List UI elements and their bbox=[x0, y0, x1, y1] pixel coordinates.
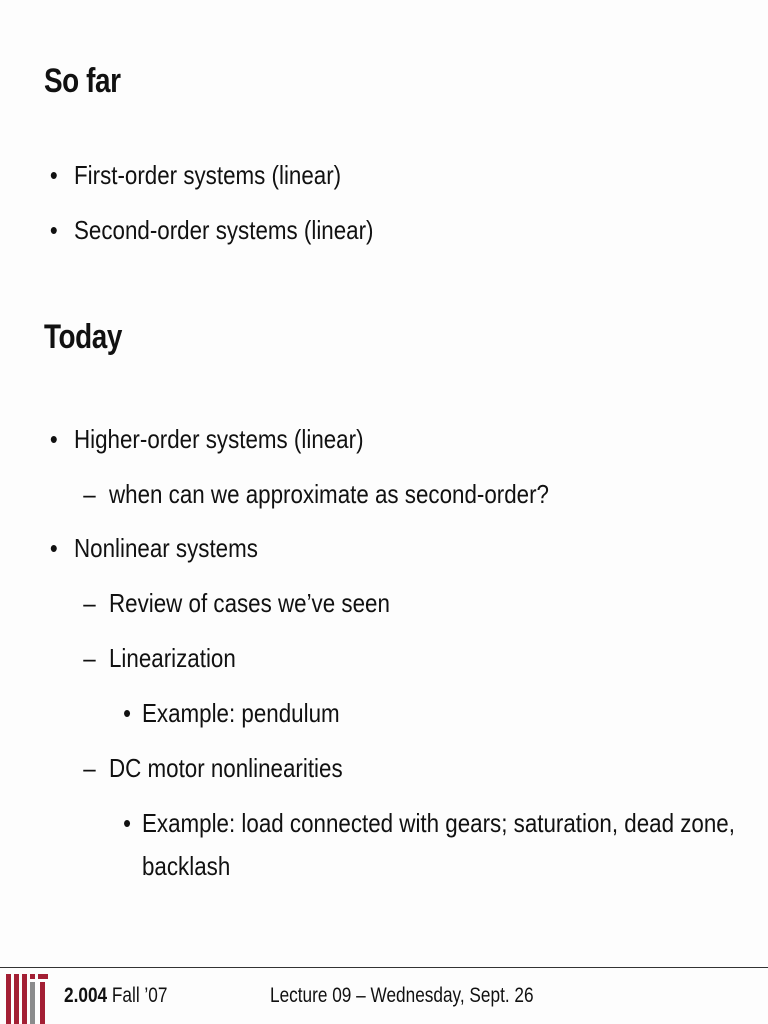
bullet-marker: • bbox=[49, 424, 58, 454]
dash-marker: – bbox=[83, 479, 96, 509]
bullet-continuation bbox=[142, 851, 230, 882]
section-heading-so-far: So far bbox=[44, 62, 121, 100]
footer-course bbox=[64, 984, 167, 1008]
bullet-text: Linearization bbox=[109, 643, 236, 673]
bullet-item bbox=[49, 160, 342, 191]
bullet-text: First-order systems (linear) bbox=[74, 160, 342, 190]
dash-marker: – bbox=[83, 643, 96, 673]
sub-bullet-item bbox=[83, 479, 549, 510]
dash-marker: – bbox=[83, 588, 96, 618]
sub-sub-bullet-item bbox=[123, 698, 340, 729]
bullet-text: backlash bbox=[142, 851, 231, 881]
bullet-text: DC motor nonlinearities bbox=[109, 753, 343, 783]
bullet-text: Second-order systems (linear) bbox=[74, 215, 374, 245]
course-number: 2.004 bbox=[64, 984, 108, 1007]
bullet-text: Nonlinear systems bbox=[74, 533, 258, 563]
footer-divider bbox=[0, 967, 768, 968]
dash-marker: – bbox=[83, 753, 96, 783]
bullet-marker: • bbox=[123, 808, 131, 838]
bullet-text: when can we approximate as second-order? bbox=[109, 479, 549, 509]
bullet-marker: • bbox=[123, 698, 131, 728]
bullet-item bbox=[49, 215, 374, 246]
sub-sub-bullet-item bbox=[123, 808, 735, 839]
sub-bullet-item bbox=[83, 588, 390, 619]
bullet-marker: • bbox=[49, 160, 58, 190]
sub-bullet-item bbox=[83, 643, 236, 674]
bullet-item bbox=[49, 424, 364, 455]
sub-bullet-item bbox=[83, 753, 343, 784]
bullet-marker: • bbox=[49, 215, 58, 245]
bullet-text: Higher-order systems (linear) bbox=[74, 424, 364, 454]
bullet-item bbox=[49, 533, 258, 564]
bullet-text: Example: pendulum bbox=[142, 698, 340, 728]
course-term: Fall ’07 bbox=[111, 984, 168, 1007]
bullet-marker: • bbox=[49, 533, 58, 563]
mit-logo-icon bbox=[6, 972, 48, 1024]
bullet-text: Example: load connected with gears; saturation, dead zone, bbox=[142, 808, 735, 838]
footer-lecture: Lecture 09 – Wednesday, Sept. 26 bbox=[270, 984, 534, 1007]
section-heading-today: Today bbox=[44, 318, 122, 356]
bullet-text: Review of cases we’ve seen bbox=[109, 588, 390, 618]
